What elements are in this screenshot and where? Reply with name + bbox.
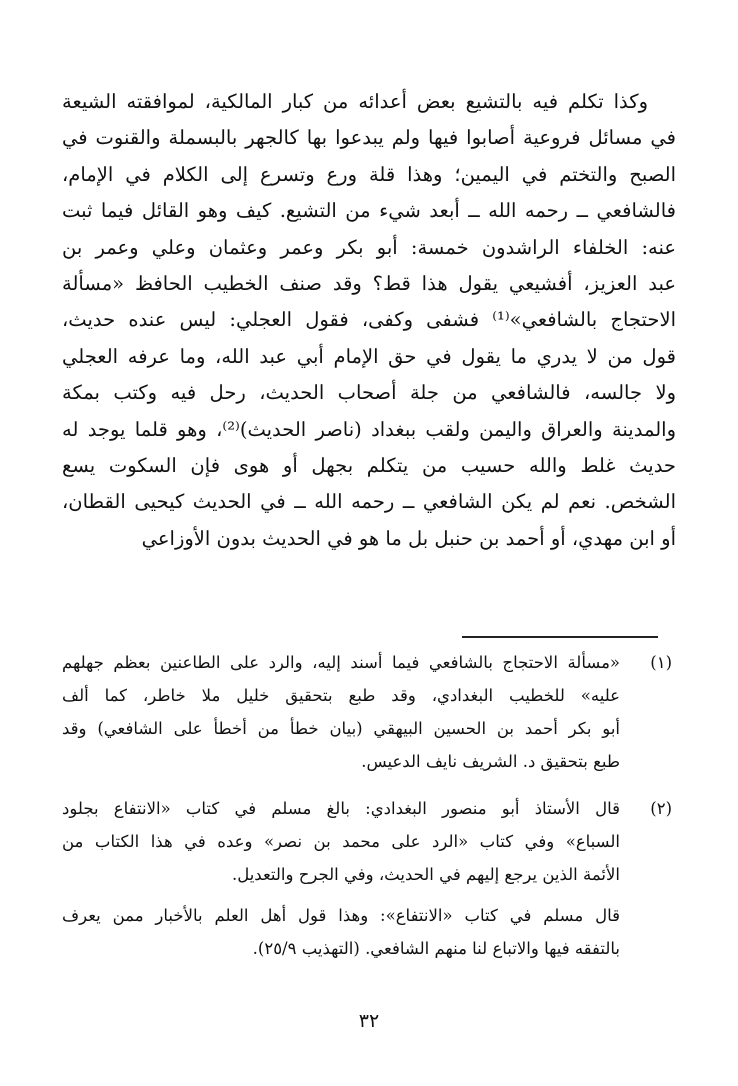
footnote-line: «مسألة الاحتجاج بالشافعي فيما أسند إليه، والرد على الطاعنين بعظم جهلهم bbox=[62, 653, 620, 672]
footnote-2 bbox=[62, 792, 676, 891]
text-line: الصبح والتختم في اليمين؛ وهذا قلة ورع وتسرع إلى الكلام في الإمام، bbox=[62, 162, 676, 186]
footnote-line: طبع بتحقيق د. الشريف نايف الدعيس. bbox=[361, 752, 620, 771]
footnote-separator bbox=[462, 636, 658, 638]
footnote-line: السباع» وفي كتاب «الرد على محمد بن نصر» وعده في هذا الكتاب من bbox=[62, 832, 620, 851]
text-line: الشخص. نعم لم يكن الشافعي ــ رحمه الله ــ في الحديث كيحيى القطان، bbox=[62, 490, 676, 514]
footnote-1 bbox=[62, 646, 676, 778]
text-line: عبد العزيز، أفشيعي يقول هذا قط؟ وقد صنف الخطيب الحافظ «مسألة bbox=[62, 272, 676, 296]
footnote-line: بالتفقه فيها والاتباع لنا منهم الشافعي. (التهذيب ٢٥/٩). bbox=[252, 939, 620, 958]
page-number: ٣٢ bbox=[358, 1010, 380, 1032]
text-line: أو ابن مهدي، أو أحمد بن حنبل بل ما هو في الحديث بدون الأوزاعي bbox=[141, 526, 676, 550]
text-line: قول من لا يدري ما يقول في حق الإمام أبي عبد الله، وما عرفه العجلي bbox=[62, 344, 676, 368]
text-line: ولا جالسه، فالشافعي من جلة أصحاب الحديث، رحل فيه وكتب بمكة bbox=[62, 381, 676, 405]
text-line: والمدينة والعراق واليمن ولقب ببغداد (ناصر الحديث)⁽²⁾، وهو قلما يوجد له bbox=[62, 417, 676, 441]
text-line: فالشافعي ــ رحمه الله ــ أبعد شيء من التشيع. كيف وهو القائل فيما ثبت bbox=[62, 199, 676, 223]
footnotes-block bbox=[62, 646, 676, 965]
footnote-line: قال الأستاذ أبو منصور البغدادي: بالغ مسلم في كتاب «الانتفاع بجلود bbox=[62, 799, 620, 818]
footnote-2-continuation bbox=[62, 899, 676, 965]
footnote-line: عليه» للخطيب البغدادي، وقد طبع بتحقيق خليل ملا خاطر، كما ألف bbox=[62, 686, 620, 705]
text-line: عنه: الخلفاء الراشدون خمسة: أبو بكر وعمر وعثمان وعلي وعمر بن bbox=[62, 235, 676, 259]
footnote-line: أبو بكر أحمد بن الحسين البيهقي (بيان خطأ من أخطأ على الشافعي) وقد bbox=[62, 719, 620, 738]
text-line: الاحتجاج بالشافعي»⁽¹⁾ فشفى وكفى، فقول العجلي: ليس عنده حديث، bbox=[62, 308, 676, 332]
text-line: في مسائل فروعية أصابوا فيها ولم يبدعوا بها كالجهر بالبسملة والقنوت في bbox=[62, 126, 676, 150]
footnote-line: الأئمة الذين يرجع إليهم في الحديث، وفي الجرح والتعديل. bbox=[231, 865, 620, 884]
main-text-block bbox=[62, 84, 676, 557]
footnote-number: (١) bbox=[650, 653, 672, 672]
footnote-line: قال مسلم في كتاب «الانتفاع»: وهذا قول أهل العلم بالأخبار ممن يعرف bbox=[62, 906, 620, 925]
footnote-number: (٢) bbox=[650, 799, 672, 818]
text-line: حديث غلط والله حسيب من يتكلم بجهل أو هوى فإن السكوت يسع bbox=[62, 454, 676, 478]
text-line: وكذا تكلم فيه بالتشيع بعض أعدائه من كبار المالكية، لموافقته الشيعة bbox=[62, 90, 648, 113]
